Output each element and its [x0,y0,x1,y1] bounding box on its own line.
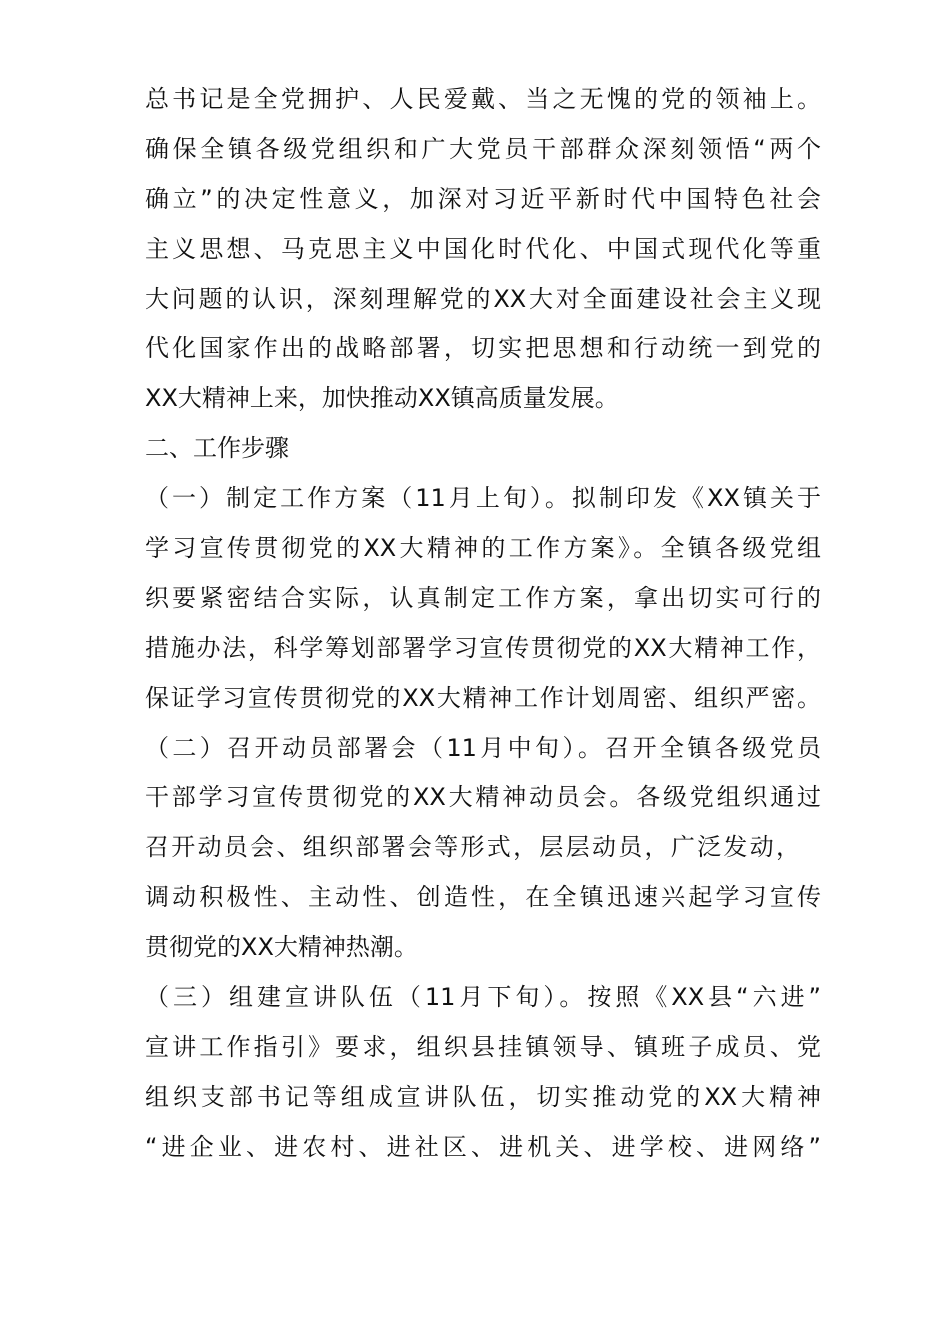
paragraph-line: 确立”的决定性意义，加深对习近平新时代中国特色社会 [145,184,821,213]
paragraph-line: 措施办法，科学筹划部署学习宣传贯彻党的XX大精神工作， [145,633,821,662]
document-body [145,75,821,1173]
paragraph-line: （二）召开动员部署会（11月中旬）。召开全镇各级党员 [145,733,821,762]
paragraph-line: 代化国家作出的战略部署，切实把思想和行动统一到党的 [145,334,821,363]
paragraph-line: 总书记是全党拥护、人民爱戴、当之无愧的党的领袖上。 [145,85,821,113]
paragraph-line: “进企业、进农村、进社区、进机关、进学校、进网络” [145,1132,821,1161]
paragraph-line: 调动积极性、主动性、创造性，在全镇迅速兴起学习宣传 [145,883,821,912]
paragraph-line: 学习宣传贯彻党的XX大精神的工作方案》。全镇各级党组 [145,534,821,563]
paragraph-line: 组织支部书记等组成宣讲队伍，切实推动党的XX大精神 [145,1082,821,1111]
paragraph-line: 宣讲工作指引》要求，组织县挂镇领导、镇班子成员、党 [145,1032,821,1061]
paragraph-line: 确保全镇各级党组织和广大党员干部群众深刻领悟“两个 [145,134,821,163]
paragraph-line: 织要紧密结合实际，认真制定工作方案，拿出切实可行的 [145,583,821,612]
paragraph-line: 干部学习宣传贯彻党的XX大精神动员会。各级党组织通过 [145,783,821,812]
paragraph-line: 贯彻党的XX大精神热潮。 [145,933,418,962]
paragraph-line: （三）组建宣讲队伍（11月下旬）。按照《XX县“六进” [145,983,821,1012]
paragraph-line: 保证学习宣传贯彻党的XX大精神工作计划周密、组织严密。 [145,683,821,712]
paragraph-line: 大问题的认识，深刻理解党的XX大对全面建设社会主义现 [145,284,821,313]
paragraph-line: （一）制定工作方案（11月上旬）。拟制印发《XX镇关于 [145,484,821,513]
paragraph-line: XX大精神上来，加快推动XX镇高质量发展。 [145,384,619,413]
section-heading: 二、工作步骤 [145,434,289,463]
paragraph-line: 召开动员会、组织部署会等形式，层层动员，广泛发动， [145,833,800,862]
paragraph-line: 主义思想、马克思主义中国化时代化、中国式现代化等重 [145,234,821,263]
